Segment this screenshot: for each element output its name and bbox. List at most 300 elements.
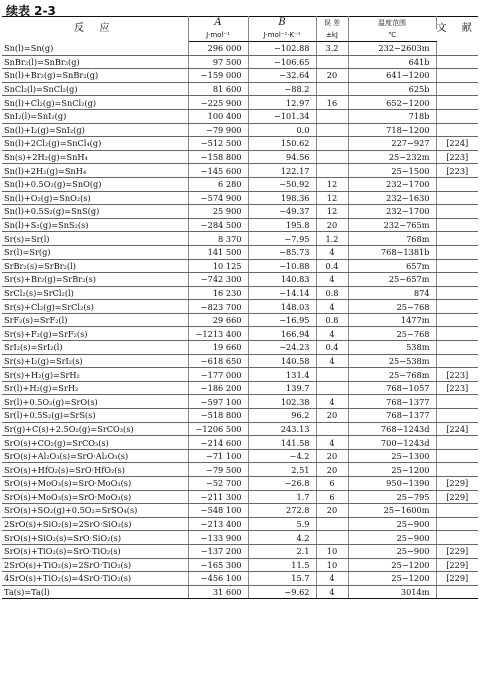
temp-range-cell: 25−1200 [348, 572, 436, 586]
reaction-cell: Sn(l)+0.5S₂(g)=SnS(g) [2, 205, 188, 219]
temp-range-cell: 25−768m [348, 368, 436, 382]
a-value-cell: 29 660 [188, 313, 248, 327]
error-cell [316, 517, 348, 531]
temp-range-cell: 25−232m [348, 150, 436, 164]
reference-cell [436, 218, 478, 232]
reaction-cell: Sn(l)+2Cl₂(g)=SnCl₄(g) [2, 137, 188, 151]
a-value-cell: 10 125 [188, 259, 248, 273]
reaction-cell: Sr(l)=Sr(g) [2, 245, 188, 259]
table-row [2, 341, 478, 355]
header-temp: 温度范围 [348, 17, 436, 30]
a-value-cell: −823 700 [188, 300, 248, 314]
reaction-cell: SrI₂(s)=SrI₂(l) [2, 341, 188, 355]
reaction-cell: Sr(s)+Cl₂(g)=SrCl₂(s) [2, 300, 188, 314]
reference-cell [436, 354, 478, 368]
table-body [2, 42, 478, 599]
error-cell [316, 123, 348, 137]
reaction-cell: SnCl₂(l)=SnCl₂(g) [2, 82, 188, 96]
header-reference: 文 献 [436, 17, 478, 42]
temp-range-cell: 25−1200 [348, 463, 436, 477]
error-cell: 0.4 [316, 341, 348, 355]
reference-cell: [224] [436, 422, 478, 436]
header-temp-unit: ℃ [348, 29, 436, 42]
reaction-cell: Sn(l)=Sn(g) [2, 42, 188, 56]
table-row [2, 463, 478, 477]
b-value-cell: 102.38 [248, 395, 316, 409]
temp-range-cell: 768−1377 [348, 409, 436, 423]
temp-range-cell: 625b [348, 82, 436, 96]
reference-cell [436, 42, 478, 56]
reaction-cell: SrBr₂(s)=SrBr₂(l) [2, 259, 188, 273]
a-value-cell: 81 600 [188, 82, 248, 96]
a-value-cell: −456 100 [188, 572, 248, 586]
table-row [2, 368, 478, 382]
temp-range-cell: 25−1600m [348, 504, 436, 518]
reference-cell [436, 300, 478, 314]
temp-range-cell: 25−1300 [348, 449, 436, 463]
b-value-cell: 11.5 [248, 558, 316, 572]
error-cell: 10 [316, 544, 348, 558]
error-cell: 4 [316, 273, 348, 287]
temp-range-cell: 232−2603m [348, 42, 436, 56]
a-value-cell: −79 500 [188, 463, 248, 477]
reaction-cell: Sr(l)+H₂(g)=SrH₂ [2, 381, 188, 395]
temp-range-cell: 641−1200 [348, 69, 436, 83]
temp-range-cell: 227−927 [348, 137, 436, 151]
b-value-cell: 140.58 [248, 354, 316, 368]
error-cell: 20 [316, 218, 348, 232]
temp-range-cell: 768−1377 [348, 395, 436, 409]
reference-cell: [223] [436, 381, 478, 395]
table-row [2, 137, 478, 151]
table-row [2, 96, 478, 110]
b-value-cell: −16.95 [248, 313, 316, 327]
reaction-cell: Sr(s)+Br₂(g)=SrBr₂(s) [2, 273, 188, 287]
reference-cell [436, 205, 478, 219]
reaction-cell: SrO(s)+Al₂O₃(s)=SrO·Al₂O₃(s) [2, 449, 188, 463]
temp-range-cell: 232−1630 [348, 191, 436, 205]
b-value-cell: 12.97 [248, 96, 316, 110]
reference-cell: [223] [436, 164, 478, 178]
reaction-cell: Sn(l)+O₂(g)=SnO₂(s) [2, 191, 188, 205]
a-value-cell: 31 600 [188, 585, 248, 599]
table-row [2, 123, 478, 137]
b-value-cell: 1.7 [248, 490, 316, 504]
a-value-cell: −618 650 [188, 354, 248, 368]
temp-range-cell: 25−1500 [348, 164, 436, 178]
reference-cell [436, 232, 478, 246]
error-cell [316, 82, 348, 96]
a-value-cell: 19 660 [188, 341, 248, 355]
reaction-cell: SrF₂(s)=SrF₂(l) [2, 313, 188, 327]
reaction-cell: Sr(l)+0.5O₂(g)=SrO(s) [2, 395, 188, 409]
a-value-cell: −1206 500 [188, 422, 248, 436]
reference-cell [436, 436, 478, 450]
error-cell [316, 150, 348, 164]
error-cell: 0.4 [316, 259, 348, 273]
temp-range-cell: 25−795 [348, 490, 436, 504]
table-row [2, 232, 478, 246]
reference-cell [436, 286, 478, 300]
reference-cell [436, 585, 478, 599]
b-value-cell: 140.83 [248, 273, 316, 287]
a-value-cell: −133 900 [188, 531, 248, 545]
reference-cell [436, 259, 478, 273]
table-row [2, 409, 478, 423]
error-cell: 4 [316, 245, 348, 259]
a-value-cell: −211 300 [188, 490, 248, 504]
temp-range-cell: 641b [348, 55, 436, 69]
header-reaction: 反 应 [2, 17, 188, 42]
temp-range-cell: 25−1200 [348, 558, 436, 572]
reference-cell [436, 463, 478, 477]
header-B-unit: J·mol⁻¹·K⁻¹ [248, 29, 316, 42]
b-value-cell: −50.92 [248, 177, 316, 191]
a-value-cell: −1213 400 [188, 327, 248, 341]
reference-cell [436, 245, 478, 259]
a-value-cell: −284 500 [188, 218, 248, 232]
error-cell: 20 [316, 463, 348, 477]
b-value-cell: −14.14 [248, 286, 316, 300]
header-B: B [248, 17, 316, 30]
error-cell: 1.2 [316, 232, 348, 246]
error-cell: 4 [316, 327, 348, 341]
error-cell: 6 [316, 490, 348, 504]
error-cell: 12 [316, 177, 348, 191]
table-row [2, 531, 478, 545]
table-row [2, 585, 478, 599]
b-value-cell: 243.13 [248, 422, 316, 436]
table-row [2, 422, 478, 436]
temp-range-cell: 25−900 [348, 531, 436, 545]
reference-cell: [229] [436, 572, 478, 586]
reaction-cell: 2SrO(s)+TiO₂(s)=2SrO·TiO₂(s) [2, 558, 188, 572]
error-cell: 6 [316, 477, 348, 491]
table-row [2, 449, 478, 463]
table-row [2, 191, 478, 205]
header-error: 误 差 [316, 17, 348, 30]
table-row [2, 572, 478, 586]
temp-range-cell: 25−900 [348, 544, 436, 558]
error-cell: 16 [316, 96, 348, 110]
reaction-cell: 4SrO(s)+TiO₂(s)=4SrO·TiO₂(s) [2, 572, 188, 586]
reaction-cell: SrO(s)+CO₂(g)=SrCO₃(s) [2, 436, 188, 450]
reference-cell: [224] [436, 137, 478, 151]
reaction-cell: Sr(g)+C(s)+2.5O₂(g)=SrCO₃(s) [2, 422, 188, 436]
reaction-cell: Sn(l)+Br₂(g)=SnBr₂(g) [2, 69, 188, 83]
reaction-cell: Sn(l)+S₂(g)=SnS₂(s) [2, 218, 188, 232]
error-cell [316, 368, 348, 382]
error-cell: 20 [316, 409, 348, 423]
reference-cell [436, 517, 478, 531]
b-value-cell: 15.7 [248, 572, 316, 586]
reference-cell: [229] [436, 477, 478, 491]
reference-cell [436, 191, 478, 205]
a-value-cell: −213 400 [188, 517, 248, 531]
b-value-cell: −9.62 [248, 585, 316, 599]
b-value-cell: −26.8 [248, 477, 316, 491]
b-value-cell: −7.95 [248, 232, 316, 246]
temp-range-cell: 25−768 [348, 327, 436, 341]
b-value-cell: 150.62 [248, 137, 316, 151]
error-cell: 4 [316, 395, 348, 409]
temp-range-cell: 652−1200 [348, 96, 436, 110]
error-cell: 4 [316, 436, 348, 450]
table-row [2, 273, 478, 287]
table-caption: 续表 2-3 [6, 4, 56, 18]
error-cell: 20 [316, 69, 348, 83]
temp-range-cell: 232−765m [348, 218, 436, 232]
a-value-cell: −742 300 [188, 273, 248, 287]
error-cell: 4 [316, 354, 348, 368]
temp-range-cell: 700−1243d [348, 436, 436, 450]
table-row [2, 259, 478, 273]
a-value-cell: −512 500 [188, 137, 248, 151]
table-row [2, 436, 478, 450]
b-value-cell: 96.2 [248, 409, 316, 423]
temp-range-cell: 718−1200 [348, 123, 436, 137]
reference-cell [436, 313, 478, 327]
error-cell: 4 [316, 572, 348, 586]
error-cell: 3.2 [316, 42, 348, 56]
b-value-cell: 94.56 [248, 150, 316, 164]
reference-cell [436, 409, 478, 423]
error-cell: 4 [316, 300, 348, 314]
reaction-cell: Sn(s)+2H₂(g)=SnH₄ [2, 150, 188, 164]
table-row [2, 218, 478, 232]
b-value-cell: 122.17 [248, 164, 316, 178]
table-row [2, 517, 478, 531]
b-value-cell: −85.73 [248, 245, 316, 259]
temp-range-cell: 874 [348, 286, 436, 300]
a-value-cell: −137 200 [188, 544, 248, 558]
table-row [2, 544, 478, 558]
b-value-cell: 166.94 [248, 327, 316, 341]
temp-range-cell: 657m [348, 259, 436, 273]
table-row [2, 313, 478, 327]
b-value-cell: 141.58 [248, 436, 316, 450]
error-cell: 10 [316, 558, 348, 572]
temp-range-cell: 1477m [348, 313, 436, 327]
error-cell [316, 109, 348, 123]
temp-range-cell: 232−1700 [348, 205, 436, 219]
table-row [2, 395, 478, 409]
reference-cell [436, 395, 478, 409]
a-value-cell: −52 700 [188, 477, 248, 491]
temp-range-cell: 3014m [348, 585, 436, 599]
a-value-cell: 6 280 [188, 177, 248, 191]
reaction-cell: Sn(l)+Cl₂(g)=SnCl₂(g) [2, 96, 188, 110]
a-value-cell: −158 800 [188, 150, 248, 164]
a-value-cell: 100 400 [188, 109, 248, 123]
reference-cell: [229] [436, 490, 478, 504]
reference-cell: [223] [436, 368, 478, 382]
temp-range-cell: 25−538m [348, 354, 436, 368]
reference-cell [436, 82, 478, 96]
thermo-data-table [2, 16, 478, 599]
reaction-cell: SrO(s)+SO₂(g)+0.5O₂=SrSO₄(s) [2, 504, 188, 518]
a-value-cell: −159 000 [188, 69, 248, 83]
error-cell: 0.8 [316, 313, 348, 327]
reaction-cell: SrCl₂(s)=SrCl₂(l) [2, 286, 188, 300]
b-value-cell: −102.88 [248, 42, 316, 56]
a-value-cell: −574 900 [188, 191, 248, 205]
header-A: A [188, 17, 248, 30]
b-value-cell: −49.37 [248, 205, 316, 219]
error-cell: 20 [316, 449, 348, 463]
b-value-cell: 4.2 [248, 531, 316, 545]
reaction-cell: Sn(l)+0.5O₂(g)=SnO(g) [2, 177, 188, 191]
b-value-cell: 195.8 [248, 218, 316, 232]
reaction-cell: Sn(l)+2H₂(g)=SnH₄ [2, 164, 188, 178]
temp-range-cell: 768−1243d [348, 422, 436, 436]
table-row [2, 150, 478, 164]
b-value-cell: 198.36 [248, 191, 316, 205]
reaction-cell: 2SrO(s)+SiO₂(s)=2SrO·SiO₂(s) [2, 517, 188, 531]
temp-range-cell: 25−768 [348, 300, 436, 314]
b-value-cell: 5.9 [248, 517, 316, 531]
reference-cell [436, 123, 478, 137]
table-row [2, 69, 478, 83]
error-cell: 0.8 [316, 286, 348, 300]
b-value-cell: 2.1 [248, 544, 316, 558]
reaction-cell: Sr(s)+F₂(g)=SrF₂(s) [2, 327, 188, 341]
temp-range-cell: 768m [348, 232, 436, 246]
b-value-cell: 148.03 [248, 300, 316, 314]
table-row [2, 558, 478, 572]
error-cell [316, 137, 348, 151]
reference-cell [436, 504, 478, 518]
table-row [2, 327, 478, 341]
b-value-cell: 139.7 [248, 381, 316, 395]
a-value-cell: −225 900 [188, 96, 248, 110]
reference-cell [436, 449, 478, 463]
temp-range-cell: 232−1700 [348, 177, 436, 191]
reaction-cell: Sr(l)+0.5S₂(g)=SrS(s) [2, 409, 188, 423]
temp-range-cell: 25−900 [348, 517, 436, 531]
b-value-cell: 2.51 [248, 463, 316, 477]
header-A-unit: J·mol⁻¹ [188, 29, 248, 42]
b-value-cell: 0.0 [248, 123, 316, 137]
a-value-cell: 296 000 [188, 42, 248, 56]
reference-cell [436, 531, 478, 545]
table-row [2, 164, 478, 178]
error-cell [316, 164, 348, 178]
reaction-cell: SnI₂(l)=SnI₂(g) [2, 109, 188, 123]
b-value-cell: −10.88 [248, 259, 316, 273]
b-value-cell: −88.2 [248, 82, 316, 96]
reference-cell [436, 327, 478, 341]
reaction-cell: SrO(s)+TiO₂(s)=SrO·TiO₂(s) [2, 544, 188, 558]
a-value-cell: −214 600 [188, 436, 248, 450]
table-row [2, 504, 478, 518]
a-value-cell: −548 100 [188, 504, 248, 518]
reference-cell [436, 96, 478, 110]
a-value-cell: 97 500 [188, 55, 248, 69]
error-cell [316, 55, 348, 69]
reference-cell [436, 55, 478, 69]
header-error-unit: ±kJ [316, 29, 348, 42]
b-value-cell: −106.65 [248, 55, 316, 69]
error-cell [316, 381, 348, 395]
a-value-cell: −186 200 [188, 381, 248, 395]
b-value-cell: −101.34 [248, 109, 316, 123]
temp-range-cell: 950−1390 [348, 477, 436, 491]
error-cell: 12 [316, 205, 348, 219]
reference-cell [436, 69, 478, 83]
temp-range-cell: 538m [348, 341, 436, 355]
temp-range-cell: 768−1381b [348, 245, 436, 259]
a-value-cell: −165 300 [188, 558, 248, 572]
b-value-cell: −24.23 [248, 341, 316, 355]
table-row [2, 477, 478, 491]
temp-range-cell: 768−1057 [348, 381, 436, 395]
table-header [2, 17, 478, 42]
a-value-cell: −518 800 [188, 409, 248, 423]
reference-cell [436, 341, 478, 355]
table-row [2, 490, 478, 504]
table-row [2, 109, 478, 123]
reference-cell [436, 109, 478, 123]
error-cell [316, 422, 348, 436]
temp-range-cell: 718b [348, 109, 436, 123]
a-value-cell: −79 900 [188, 123, 248, 137]
a-value-cell: −177 000 [188, 368, 248, 382]
a-value-cell: −71 100 [188, 449, 248, 463]
reference-cell: [229] [436, 544, 478, 558]
reaction-cell: Ta(s)=Ta(l) [2, 585, 188, 599]
error-cell: 20 [316, 504, 348, 518]
a-value-cell: 8 370 [188, 232, 248, 246]
reaction-cell: SrO(s)+HfO₂(s)=SrO·HfO₂(s) [2, 463, 188, 477]
a-value-cell: −597 100 [188, 395, 248, 409]
table-row [2, 300, 478, 314]
b-value-cell: −4.2 [248, 449, 316, 463]
table-row [2, 177, 478, 191]
temp-range-cell: 25−657m [348, 273, 436, 287]
reaction-cell: SrO(s)+SiO₂(s)=SrO·SiO₂(s) [2, 531, 188, 545]
table-row [2, 205, 478, 219]
reaction-cell: SnBr₂(l)=SnBr₂(g) [2, 55, 188, 69]
table-row [2, 82, 478, 96]
table-row [2, 286, 478, 300]
table-row [2, 381, 478, 395]
a-value-cell: 16 230 [188, 286, 248, 300]
reference-cell: [223] [436, 150, 478, 164]
table-row [2, 42, 478, 56]
b-value-cell: 272.8 [248, 504, 316, 518]
reaction-cell: Sn(l)+I₂(g)=SnI₂(g) [2, 123, 188, 137]
reaction-cell: Sr(s)+H₂(g)=SrH₂ [2, 368, 188, 382]
reference-cell [436, 177, 478, 191]
b-value-cell: 131.4 [248, 368, 316, 382]
reaction-cell: Sr(s)+I₂(g)=SrI₂(s) [2, 354, 188, 368]
reaction-cell: SrO(s)+MoO₃(s)=SrO·MoO₃(s) [2, 490, 188, 504]
table-row [2, 245, 478, 259]
reaction-cell: Sr(s)=Sr(l) [2, 232, 188, 246]
table-row [2, 354, 478, 368]
table-row [2, 55, 478, 69]
a-value-cell: 25 900 [188, 205, 248, 219]
b-value-cell: −32.64 [248, 69, 316, 83]
a-value-cell: −145 600 [188, 164, 248, 178]
reference-cell: [229] [436, 558, 478, 572]
error-cell: 4 [316, 585, 348, 599]
error-cell [316, 531, 348, 545]
reference-cell [436, 273, 478, 287]
error-cell: 12 [316, 191, 348, 205]
a-value-cell: 141 500 [188, 245, 248, 259]
